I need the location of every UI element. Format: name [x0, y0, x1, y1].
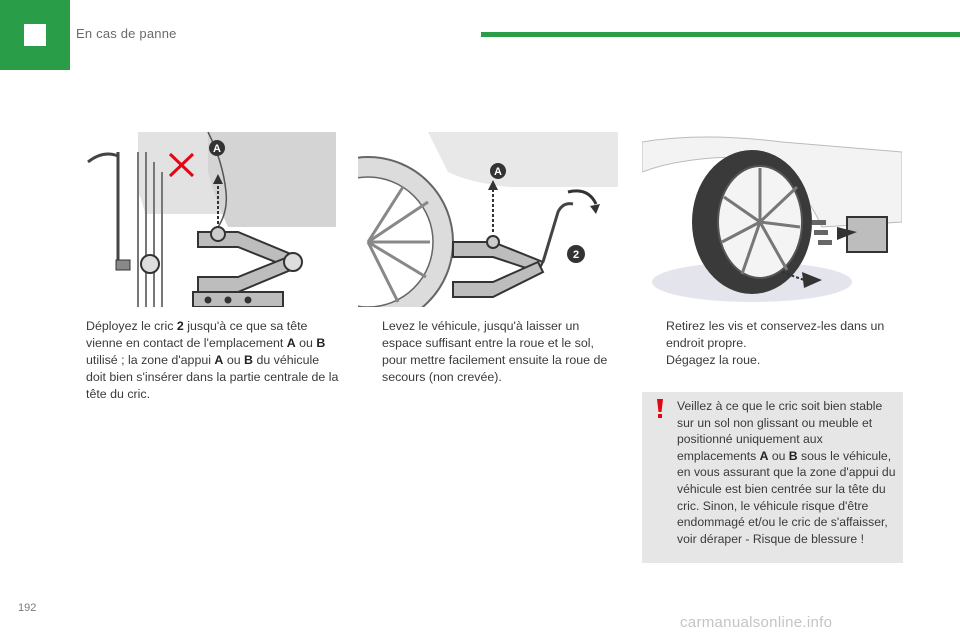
column-2-text	[358, 318, 620, 386]
column-3-text	[642, 318, 904, 369]
step-lift-vehicle: Levez le véhicule, jusqu'à laisser un espace suffisant entre la roue et le sol, pour mettre facilement ensuite la roue de secours (non crevée).	[382, 319, 608, 384]
page-number: 192	[18, 602, 37, 614]
header-rule	[481, 32, 960, 37]
label-2-icon: 2	[572, 249, 580, 261]
warning-text: Veillez à ce que le cric soit bien stable sur un sol non glissant ou meuble et positionné uniquement aux emplacements A ou B sous le véhicule, en vous assurant que la zone d'appui du véhicule est bien centrée sur la tête du cric. Sinon, le véhicule risque d'être endommagé et/ou le cric de s'affaisser, voir déraper - Risque de blessure !	[677, 399, 896, 546]
label-a-icon: A	[494, 166, 502, 178]
chapter-tab	[0, 0, 70, 70]
chapter-tab-mark	[24, 24, 46, 46]
section-title: En cas de panne	[76, 26, 177, 41]
warning-exclamation-icon	[653, 399, 667, 419]
step-deploy-jack: Déployez le cric 2 jusqu'à ce que sa tête vienne en contact de l'emplacement A ou B utilisé ; la zone d'appui A ou B du véhicule doit bien s'insérer dans la partie centrale de la tête du cric.	[86, 319, 339, 401]
label-a-icon: A	[213, 143, 221, 155]
warning-box	[642, 392, 903, 563]
column-1-text	[62, 318, 340, 403]
illustration-jack-positioning	[58, 132, 336, 307]
illustration-remove-wheel	[642, 132, 902, 307]
watermark: carmanualsonline.info	[680, 614, 833, 631]
illustration-lift-vehicle	[358, 132, 618, 307]
step-remove-bolts: Retirez les vis et conservez-les dans un endroit propre.	[666, 319, 885, 350]
step-free-wheel: Dégagez la roue.	[666, 353, 761, 367]
